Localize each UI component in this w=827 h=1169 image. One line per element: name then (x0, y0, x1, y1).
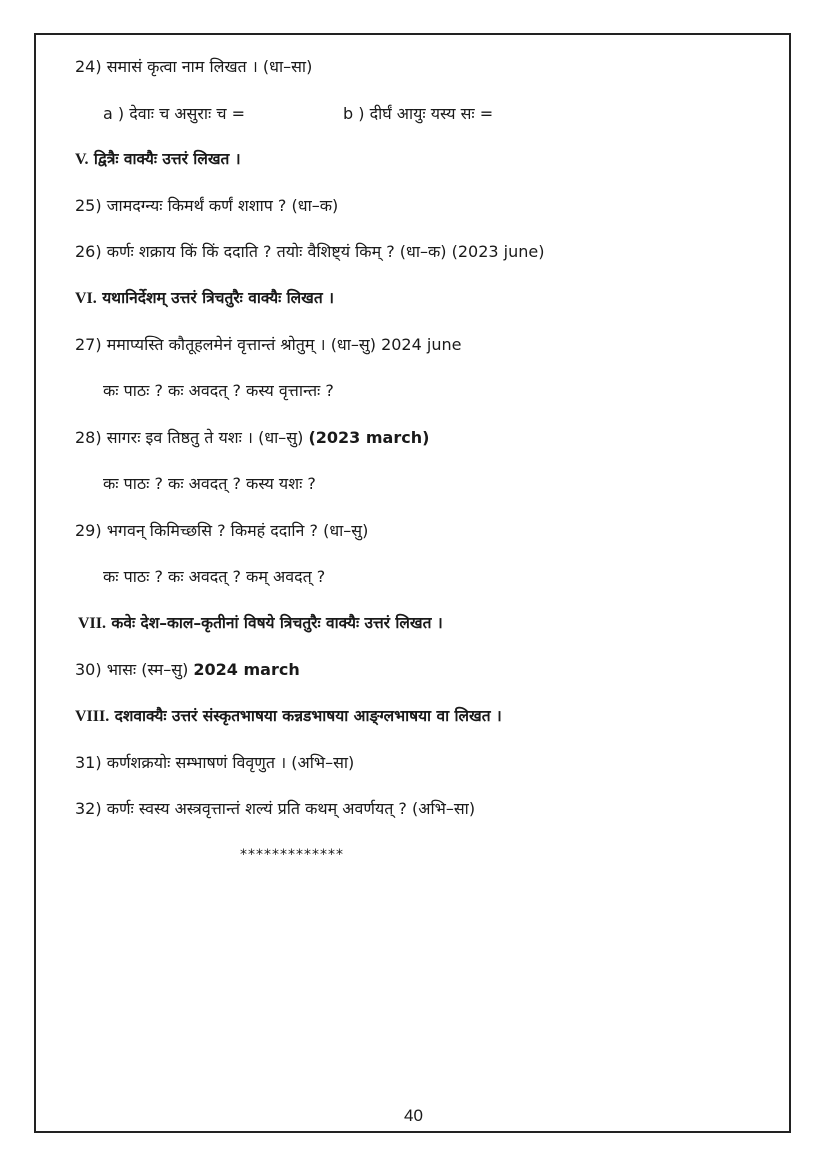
section-viii-numeral: VIII. (75, 708, 110, 725)
section-vii-numeral: VII. (78, 615, 107, 632)
question-30-tag: 2024 march (193, 660, 300, 679)
question-32: 32) कर्णः स्वस्य अस्त्रवृत्तान्तं शल्यं प्रति कथम् अवर्णयत् ? (अभि–सा) (75, 799, 476, 818)
section-vi-title: यथानिर्देशम् उत्तरं त्रिचतुरैः वाक्यैः लिखत । (102, 289, 334, 307)
end-separator: ************* (240, 847, 344, 863)
section-vi-heading (75, 288, 334, 309)
question-28-sub: कः पाठः ? कः अवदत् ? कस्य यशः ? (103, 474, 316, 493)
question-31: 31) कर्णशक्रयोः सम्भाषणं विवृणुत । (अभि–सा) (75, 753, 355, 772)
section-v-heading (75, 149, 241, 170)
page-number: 40 (404, 1106, 423, 1125)
section-vi-numeral: VI. (75, 290, 97, 307)
question-30 (75, 660, 300, 680)
question-29-sub: कः पाठः ? कः अवदत् ? कम् अवदत् ? (103, 567, 326, 586)
section-viii-heading (75, 706, 502, 727)
question-30-text: 30) भासः (स्म–सु) (75, 660, 189, 679)
section-v-numeral: V. (75, 151, 89, 168)
section-vii-title: कवेः देश–काल–कृतीनां विषये त्रिचतुरैः वाक्यैः उत्तरं लिखत । (111, 614, 443, 632)
question-24-part-b: b ) दीर्घं आयुः यस्य सः = (343, 104, 494, 123)
question-24: 24) समासं कृत्वा नाम लिखत । (धा–सा) (75, 57, 313, 76)
question-27: 27) ममाप्यस्ति कौतूहलमेनं वृत्तान्तं श्रोतुम् । (धा–सु) 2024 june (75, 335, 462, 354)
section-v-title: द्वित्रैः वाक्यैः उत्तरं लिखत । (93, 150, 241, 168)
question-29: 29) भगवन् किमिच्छसि ? किमहं ददानि ? (धा–सु) (75, 521, 369, 540)
question-28 (75, 428, 429, 448)
question-24-part-a: a ) देवाः च असुराः च = (103, 104, 246, 123)
question-27-sub: कः पाठः ? कः अवदत् ? कस्य वृत्तान्तः ? (103, 381, 334, 400)
section-viii-title: दशवाक्यैः उत्तरं संस्कृतभाषया कन्नडभाषया आङ्ग्लभाषया वा लिखत । (114, 707, 502, 725)
question-25: 25) जामदग्न्यः किमर्थं कर्णं शशाप ? (धा–क) (75, 196, 339, 215)
question-26: 26) कर्णः शक्राय किं किं ददाति ? तयोः वैशिष्ट्यं किम् ? (धा–क) (2023 june) (75, 242, 545, 261)
section-vii-heading (78, 613, 443, 634)
question-28-tag: (2023 march) (308, 428, 430, 447)
question-28-text: 28) सागरः इव तिष्ठतु ते यशः । (धा–सु) (75, 428, 304, 447)
